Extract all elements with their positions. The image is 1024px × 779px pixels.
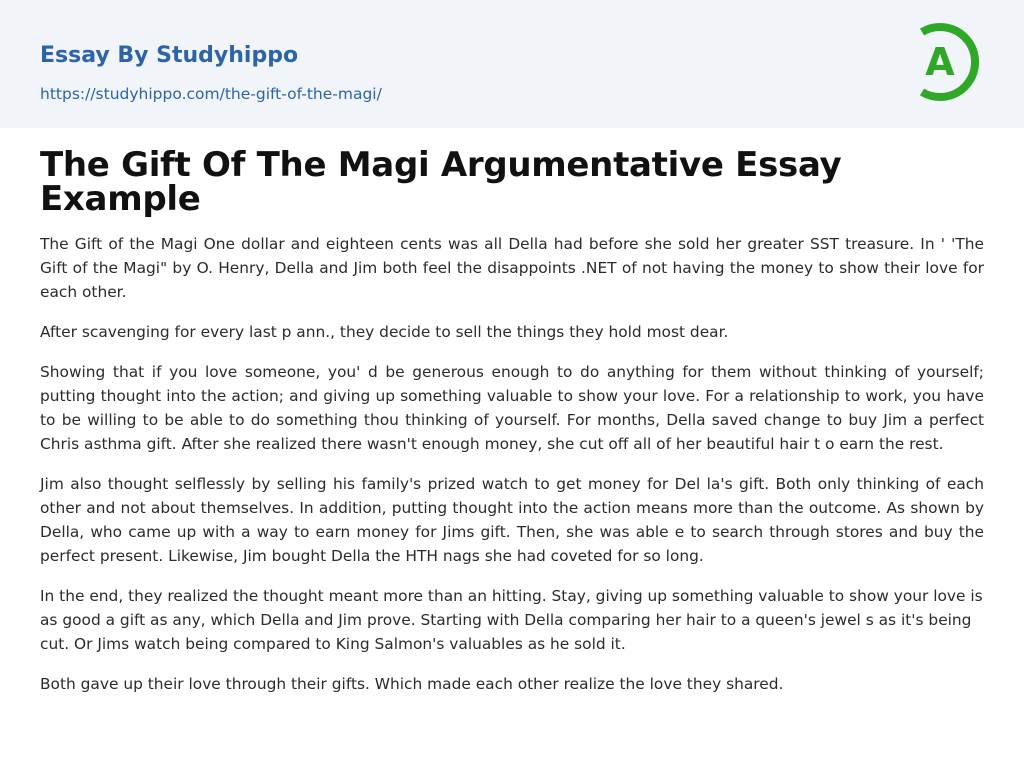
site-name[interactable]: Essay By Studyhippo — [40, 43, 299, 68]
source-url-link[interactable]: https://studyhippo.com/the-gift-of-the-magi/ — [40, 85, 382, 103]
article-paragraph-6: Both gave up their love through their gifts. Which made each other realize the love they shared. — [40, 675, 784, 693]
logo-letter: A — [925, 40, 955, 84]
article-paragraph-3: Showing that if you love someone, you' d be generous enough to do anything for them without thinking of yourself; putting thought into the action; and giving up something valuable to show your love. For a relationship to work, you have to be willing to be able to do something thou thinking of yourself. For months, Della saved change to buy Jim a perfect Chris asthma gift. After she realized there wasn't enough money, she cut off all of her beautiful hair t o earn the rest. — [40, 363, 984, 453]
article-paragraph-1: The Gift of the Magi One dollar and eighteen cents was all Della had before she sold her greater SST treasure. In ' 'The Gift of the Magi" by O. Henry, Della and Jim both feel the disappoints .NET of not having the money to show their love for each other. — [40, 235, 984, 301]
studyhippo-logo-icon[interactable] — [910, 18, 988, 106]
site-header — [0, 0, 1024, 128]
article — [0, 145, 1024, 696]
article-title: The Gift Of The Magi Argumentative Essay Example — [40, 145, 842, 219]
article-paragraph-4: Jim also thought selflessly by selling his family's prized watch to get money for Del la's gift. Both only thinking of each other and not about themselves. In addition, putting thought into the action means more than the outcome. As shown by Della, who came up with a way to earn money for Jims gift. Then, she was able e to search through stores and buy the perfect present. Likewise, Jim bought Della the HTH nags she had coveted for so long. — [40, 475, 984, 565]
article-paragraph-2: After scavenging for every last p ann., they decide to sell the things they hold most dear. — [40, 323, 729, 341]
article-paragraph-5: In the end, they realized the thought meant more than an hitting. Stay, giving up something valuable to show your love is as good a gift as any, which Della and Jim prove. Starting with Della comparing her hair to a queen's jewel s as it's being cut. Or Jims watch being compared to King Salmon's valuables as he sold it. — [40, 587, 983, 653]
